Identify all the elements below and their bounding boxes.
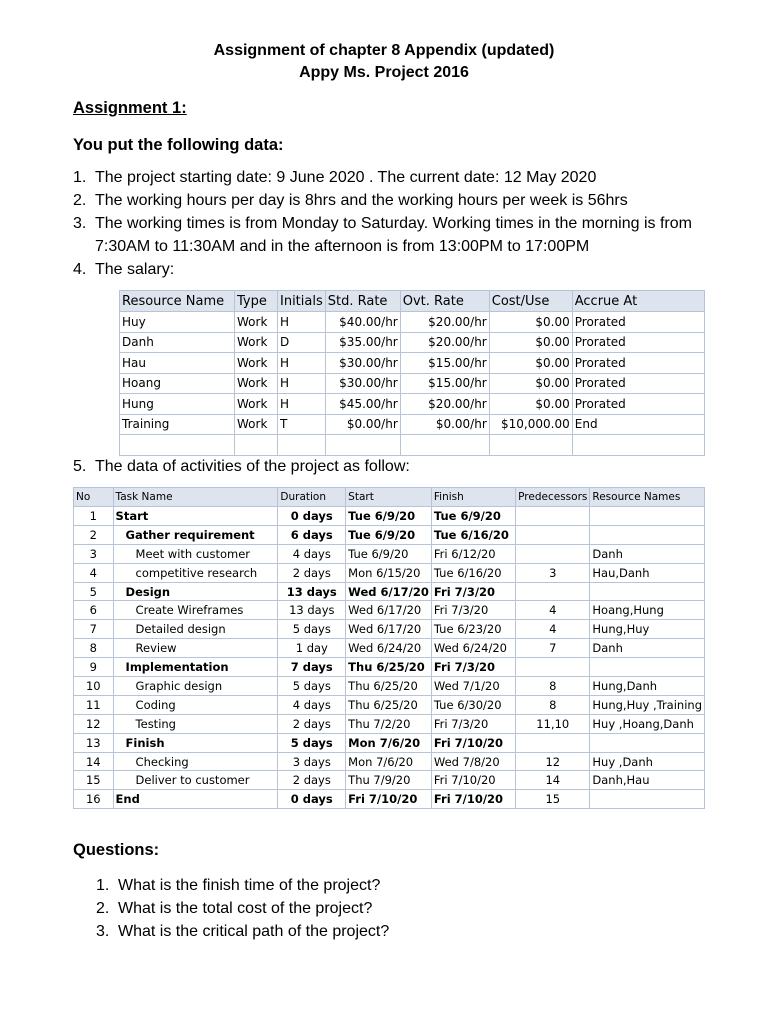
table-row: [74, 771, 705, 790]
column-header: No: [74, 488, 114, 507]
table-cell: $35.00/hr: [325, 332, 400, 353]
table-cell: Training: [120, 414, 235, 435]
list-item: [96, 897, 389, 920]
table-row: [74, 790, 705, 809]
column-header: Task Name: [113, 488, 278, 507]
table-row: [74, 563, 705, 582]
table-cell: $20.00/hr: [400, 312, 489, 333]
task-finish-cell: Tue 6/9/20: [431, 507, 515, 526]
task-start-cell: Wed 6/17/20: [346, 582, 432, 601]
table-cell: $0.00/hr: [400, 414, 489, 435]
question-text: What is the finish time of the project?: [118, 877, 381, 894]
task-no-cell: 13: [74, 733, 114, 752]
table-row: [74, 639, 705, 658]
table-cell: Work: [235, 353, 278, 374]
task-finish-cell: Tue 6/16/20: [431, 525, 515, 544]
table-cell: Work: [235, 312, 278, 333]
table-row: [74, 620, 705, 639]
task-pred-cell: 15: [516, 790, 590, 809]
table-cell: $0.00: [489, 332, 572, 353]
task-name-cell: Meet with customer: [113, 544, 278, 563]
table-row: [120, 373, 705, 394]
column-header: Finish: [431, 488, 515, 507]
task-start-cell: Mon 7/6/20: [346, 733, 432, 752]
column-header: Start: [346, 488, 432, 507]
task-duration-cell: 4 days: [278, 544, 346, 563]
table-cell: [489, 435, 572, 456]
list-item: [73, 212, 713, 258]
table-header-row: [74, 488, 705, 507]
task-no-cell: 8: [74, 639, 114, 658]
task-name-cell: competitive research: [113, 563, 278, 582]
list-text: The data of activities of the project as follow:: [95, 458, 410, 475]
table-cell: Hoang: [120, 373, 235, 394]
table-cell: Work: [235, 414, 278, 435]
task-pred-cell: 8: [516, 695, 590, 714]
task-finish-cell: Tue 6/30/20: [431, 695, 515, 714]
table-cell: Work: [235, 332, 278, 353]
questions-list: [96, 874, 389, 943]
column-header: Resource Names: [590, 488, 705, 507]
table-row: [74, 658, 705, 677]
column-header: Initials: [278, 291, 326, 312]
table-row: [120, 332, 705, 353]
task-res-cell: Danh,Hau: [590, 771, 705, 790]
table-cell: $20.00/hr: [400, 394, 489, 415]
document-title: Assignment of chapter 8 Appendix (updated): [213, 42, 555, 59]
task-name-cell: Gather requirement: [113, 525, 278, 544]
table-cell: D: [278, 332, 326, 353]
task-no-cell: 3: [74, 544, 114, 563]
table-cell: H: [278, 373, 326, 394]
table-cell: H: [278, 353, 326, 374]
list-item: [73, 258, 713, 281]
column-header: Predecessors: [516, 488, 590, 507]
task-name-cell: Review: [113, 639, 278, 658]
table-cell: $40.00/hr: [325, 312, 400, 333]
task-name-cell: Deliver to customer: [113, 771, 278, 790]
list-text: The working times is from Monday to Saturday. Working times in the morning is from 7:30AM to 11:30AM and in the afternoon is from 13:00PM to 17:00PM: [95, 215, 692, 255]
column-header: Type: [235, 291, 278, 312]
list-item: [73, 189, 713, 212]
task-start-cell: Thu 6/25/20: [346, 695, 432, 714]
table-row: [120, 312, 705, 333]
task-res-cell: Hoang,Hung: [590, 601, 705, 620]
task-start-cell: Thu 7/2/20: [346, 714, 432, 733]
task-name-cell: Start: [113, 507, 278, 526]
task-no-cell: 11: [74, 695, 114, 714]
table-row: [74, 695, 705, 714]
task-no-cell: 2: [74, 525, 114, 544]
list-number: 5.: [73, 458, 87, 475]
task-finish-cell: Fri 7/3/20: [431, 714, 515, 733]
task-duration-cell: 13 days: [278, 582, 346, 601]
task-res-cell: Huy ,Danh: [590, 752, 705, 771]
task-no-cell: 1: [74, 507, 114, 526]
table-row: [74, 752, 705, 771]
task-finish-cell: Fri 7/10/20: [431, 790, 515, 809]
task-res-cell: Danh: [590, 544, 705, 563]
table-cell: Prorated: [572, 312, 704, 333]
task-res-cell: Hung,Huy: [590, 620, 705, 639]
table-cell: $10,000.00: [489, 414, 572, 435]
task-name-cell: Graphic design: [113, 677, 278, 696]
task-pred-cell: 4: [516, 601, 590, 620]
list-number: 1.: [96, 877, 110, 894]
task-finish-cell: Tue 6/23/20: [431, 620, 515, 639]
table-row: [74, 677, 705, 696]
task-duration-cell: 2 days: [278, 771, 346, 790]
task-res-cell: Hung,Danh: [590, 677, 705, 696]
table-cell: Hau: [120, 353, 235, 374]
table-cell: [400, 435, 489, 456]
task-duration-cell: 5 days: [278, 620, 346, 639]
task-res-cell: [590, 582, 705, 601]
table-cell: $45.00/hr: [325, 394, 400, 415]
list-number: 3.: [73, 215, 87, 232]
question-text: What is the critical path of the project?: [118, 923, 390, 940]
table-cell: H: [278, 394, 326, 415]
task-duration-cell: 3 days: [278, 752, 346, 771]
activities-intro: [73, 455, 713, 478]
task-duration-cell: 2 days: [278, 563, 346, 582]
table-row: [120, 353, 705, 374]
table-row: [74, 714, 705, 733]
list-item: [96, 920, 389, 943]
task-finish-cell: Fri 7/3/20: [431, 582, 515, 601]
task-no-cell: 10: [74, 677, 114, 696]
task-name-cell: End: [113, 790, 278, 809]
list-text: The working hours per day is 8hrs and the working hours per week is 56hrs: [95, 192, 628, 209]
task-start-cell: Fri 7/10/20: [346, 790, 432, 809]
list-item: [73, 166, 713, 189]
task-start-cell: Wed 6/17/20: [346, 601, 432, 620]
tasks-table: [73, 487, 705, 809]
task-start-cell: Thu 7/9/20: [346, 771, 432, 790]
task-duration-cell: 2 days: [278, 714, 346, 733]
list-text: The project starting date: 9 June 2020 . The current date: 12 May 2020: [95, 169, 597, 186]
task-finish-cell: Wed 7/8/20: [431, 752, 515, 771]
table-cell: [278, 435, 326, 456]
question-text: What is the total cost of the project?: [118, 900, 373, 917]
task-res-cell: [590, 658, 705, 677]
task-res-cell: [590, 525, 705, 544]
list-item: [73, 455, 713, 478]
task-finish-cell: Fri 7/10/20: [431, 733, 515, 752]
column-header: Accrue At: [572, 291, 704, 312]
task-finish-cell: Fri 6/12/20: [431, 544, 515, 563]
questions-heading: Questions:: [73, 841, 160, 859]
table-cell: $15.00/hr: [400, 353, 489, 374]
column-header: Ovt. Rate: [400, 291, 489, 312]
task-name-cell: Checking: [113, 752, 278, 771]
table-cell: [120, 435, 235, 456]
task-duration-cell: 13 days: [278, 601, 346, 620]
task-start-cell: Tue 6/9/20: [346, 544, 432, 563]
table-row: [120, 394, 705, 415]
table-cell: [235, 435, 278, 456]
task-pred-cell: [516, 582, 590, 601]
table-cell: $20.00/hr: [400, 332, 489, 353]
task-res-cell: Danh: [590, 639, 705, 658]
table-row: [74, 507, 705, 526]
table-row: [74, 525, 705, 544]
task-finish-cell: Wed 7/1/20: [431, 677, 515, 696]
data-list: [73, 166, 713, 281]
task-name-cell: Finish: [113, 733, 278, 752]
task-start-cell: Thu 6/25/20: [346, 677, 432, 696]
task-start-cell: Wed 6/17/20: [346, 620, 432, 639]
table-header-row: [120, 291, 705, 312]
salary-table: [119, 290, 705, 456]
table-row: [120, 414, 705, 435]
table-cell: Work: [235, 394, 278, 415]
task-start-cell: Wed 6/24/20: [346, 639, 432, 658]
table-row: [74, 733, 705, 752]
list-text: The salary:: [95, 261, 175, 278]
task-pred-cell: 12: [516, 752, 590, 771]
task-finish-cell: Fri 7/3/20: [431, 601, 515, 620]
table-cell: $0.00: [489, 373, 572, 394]
lead-text: You put the following data:: [73, 136, 284, 154]
task-finish-cell: Tue 6/16/20: [431, 563, 515, 582]
table-cell: $0.00: [489, 312, 572, 333]
document-subtitle: Appy Ms. Project 2016: [299, 64, 469, 81]
column-header: Duration: [278, 488, 346, 507]
task-start-cell: Tue 6/9/20: [346, 507, 432, 526]
table-cell: $30.00/hr: [325, 373, 400, 394]
task-name-cell: Create Wireframes: [113, 601, 278, 620]
task-start-cell: Thu 6/25/20: [346, 658, 432, 677]
assignment-heading: Assignment 1:: [73, 99, 187, 117]
task-pred-cell: 11,10: [516, 714, 590, 733]
task-pred-cell: [516, 507, 590, 526]
task-name-cell: Implementation: [113, 658, 278, 677]
task-pred-cell: 4: [516, 620, 590, 639]
task-start-cell: Mon 6/15/20: [346, 563, 432, 582]
task-duration-cell: 4 days: [278, 695, 346, 714]
table-cell: End: [572, 414, 704, 435]
table-cell: $0.00/hr: [325, 414, 400, 435]
task-name-cell: Testing: [113, 714, 278, 733]
task-no-cell: 14: [74, 752, 114, 771]
task-name-cell: Design: [113, 582, 278, 601]
task-no-cell: 5: [74, 582, 114, 601]
task-pred-cell: 14: [516, 771, 590, 790]
column-header: Std. Rate: [325, 291, 400, 312]
table-row: [120, 435, 705, 456]
table-cell: Work: [235, 373, 278, 394]
task-start-cell: Mon 7/6/20: [346, 752, 432, 771]
task-res-cell: [590, 507, 705, 526]
task-duration-cell: 0 days: [278, 790, 346, 809]
task-no-cell: 15: [74, 771, 114, 790]
task-duration-cell: 5 days: [278, 733, 346, 752]
task-no-cell: 16: [74, 790, 114, 809]
task-name-cell: Coding: [113, 695, 278, 714]
table-cell: [572, 435, 704, 456]
task-start-cell: Tue 6/9/20: [346, 525, 432, 544]
list-number: 1.: [73, 169, 87, 186]
table-cell: Danh: [120, 332, 235, 353]
list-number: 2.: [96, 900, 110, 917]
task-pred-cell: [516, 658, 590, 677]
table-cell: $0.00: [489, 394, 572, 415]
task-no-cell: 9: [74, 658, 114, 677]
list-item: [96, 874, 389, 897]
list-number: 4.: [73, 261, 87, 278]
table-cell: [325, 435, 400, 456]
table-cell: Hung: [120, 394, 235, 415]
task-finish-cell: Fri 7/3/20: [431, 658, 515, 677]
table-cell: T: [278, 414, 326, 435]
column-header: Cost/Use: [489, 291, 572, 312]
task-pred-cell: [516, 525, 590, 544]
table-cell: Prorated: [572, 332, 704, 353]
column-header: Resource Name: [120, 291, 235, 312]
table-row: [74, 601, 705, 620]
table-row: [74, 582, 705, 601]
task-pred-cell: 7: [516, 639, 590, 658]
task-duration-cell: 0 days: [278, 507, 346, 526]
table-cell: Prorated: [572, 373, 704, 394]
table-cell: Huy: [120, 312, 235, 333]
task-duration-cell: 1 day: [278, 639, 346, 658]
task-res-cell: [590, 790, 705, 809]
table-cell: $0.00: [489, 353, 572, 374]
task-finish-cell: Fri 7/10/20: [431, 771, 515, 790]
task-no-cell: 7: [74, 620, 114, 639]
task-pred-cell: 3: [516, 563, 590, 582]
task-duration-cell: 7 days: [278, 658, 346, 677]
list-number: 3.: [96, 923, 110, 940]
table-cell: Prorated: [572, 394, 704, 415]
list-number: 2.: [73, 192, 87, 209]
task-no-cell: 6: [74, 601, 114, 620]
task-res-cell: Huy ,Hoang,Danh: [590, 714, 705, 733]
task-res-cell: Hung,Huy ,Training: [590, 695, 705, 714]
table-cell: Prorated: [572, 353, 704, 374]
task-finish-cell: Wed 6/24/20: [431, 639, 515, 658]
table-row: [74, 544, 705, 563]
task-pred-cell: 8: [516, 677, 590, 696]
task-no-cell: 4: [74, 563, 114, 582]
task-res-cell: [590, 733, 705, 752]
task-no-cell: 12: [74, 714, 114, 733]
table-cell: H: [278, 312, 326, 333]
task-pred-cell: [516, 733, 590, 752]
task-res-cell: Hau,Danh: [590, 563, 705, 582]
task-name-cell: Detailed design: [113, 620, 278, 639]
task-duration-cell: 5 days: [278, 677, 346, 696]
task-pred-cell: [516, 544, 590, 563]
task-duration-cell: 6 days: [278, 525, 346, 544]
table-cell: $15.00/hr: [400, 373, 489, 394]
table-cell: $30.00/hr: [325, 353, 400, 374]
